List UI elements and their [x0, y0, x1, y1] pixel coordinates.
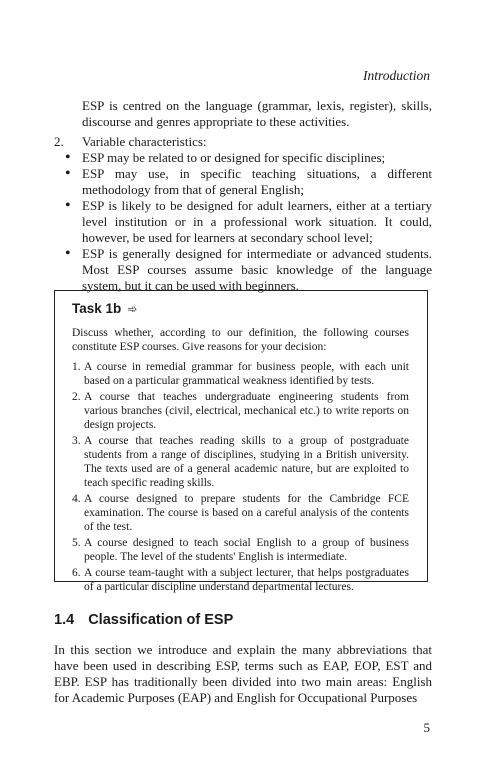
- intro-paragraph: In this section we introduce and explain the many abbreviations that have been used in describing ESP, terms such as EAP, EOP, EST and EBP. ESP has traditionally been divided into two main areas: English for Academic Purposes (EAP) and English for Occupational Purposes: [54, 642, 432, 705]
- item-text: A course that teaches reading skills to a group of postgraduate students from a range of disciplines, studying in a British university. The texts used are of a general academic nature, but are exploited to teach specific reading skills.: [84, 435, 409, 489]
- item-text: A course designed to teach social English to a group of business people. The level of the students' English is intermediate.: [84, 537, 409, 563]
- running-head: Introduction: [363, 68, 430, 83]
- item-number: 4.: [72, 493, 81, 505]
- list-item: [72, 536, 409, 564]
- task-instructions: Discuss whether, according to our definition, the following courses constitute ESP courses. Give reasons for your decision:: [72, 327, 409, 353]
- list-item: [72, 566, 409, 594]
- task-list: [72, 360, 409, 594]
- item-number: 1.: [72, 361, 81, 373]
- section-heading-title: Classification of ESP: [88, 612, 234, 628]
- list-item: [72, 390, 409, 432]
- section-heading-number: 1.4: [54, 612, 75, 628]
- task-title: Task 1b: [72, 301, 122, 316]
- task-box: [54, 290, 428, 593]
- item-text: A course that teaches undergraduate engineering students from various branches (civil, electrical, mechanical etc.) to write reports on design projects.: [84, 391, 409, 431]
- list-item: [72, 492, 409, 534]
- section-number: 2.: [54, 134, 64, 149]
- section-title-text: Variable characteristics:: [82, 134, 207, 149]
- list-item: [72, 360, 409, 388]
- task-heading: [72, 301, 409, 316]
- list-item: [72, 434, 409, 490]
- list-item: • ESP is likely to be designed for adult learners, either at a tertiary level institution or in a professional work situation. It could, however, be used for learners at secondary school level;: [82, 198, 432, 246]
- section-title: [54, 134, 432, 150]
- item-text: A course designed to prepare students for the Cambridge FCE examination. The course is based on a careful analysis of the contents of the test.: [84, 493, 409, 533]
- list-item: • ESP may be related to or designed for specific disciplines;: [82, 150, 432, 166]
- characteristics-list: [54, 150, 432, 294]
- item-number: 3.: [72, 435, 81, 447]
- variable-characteristics-section: [54, 134, 432, 294]
- arrow-icon: ➾: [127, 301, 138, 316]
- page-number: 5: [423, 720, 430, 735]
- list-item: • ESP may use, in specific teaching situations, a different methodology from that of general English;: [82, 166, 432, 198]
- item-number: 5.: [72, 537, 81, 549]
- item-text: A course team-taught with a subject lecturer, that helps postgraduates of a particular discipline understand departmental lectures.: [84, 567, 409, 593]
- list-item: • ESP is generally designed for intermediate or advanced students. Most ESP courses assume basic knowledge of the language system, but it can be used with beginners.: [82, 246, 432, 294]
- section-heading: [54, 612, 233, 628]
- item-number: 6.: [72, 567, 81, 579]
- item-text: A course in remedial grammar for business people, with each unit based on a particular grammatical weakness identified by tests.: [84, 361, 409, 387]
- continued-paragraph: ESP is centred on the language (grammar, lexis, register), skills, discourse and genres appropriate to these activities.: [82, 98, 432, 129]
- item-number: 2.: [72, 391, 81, 403]
